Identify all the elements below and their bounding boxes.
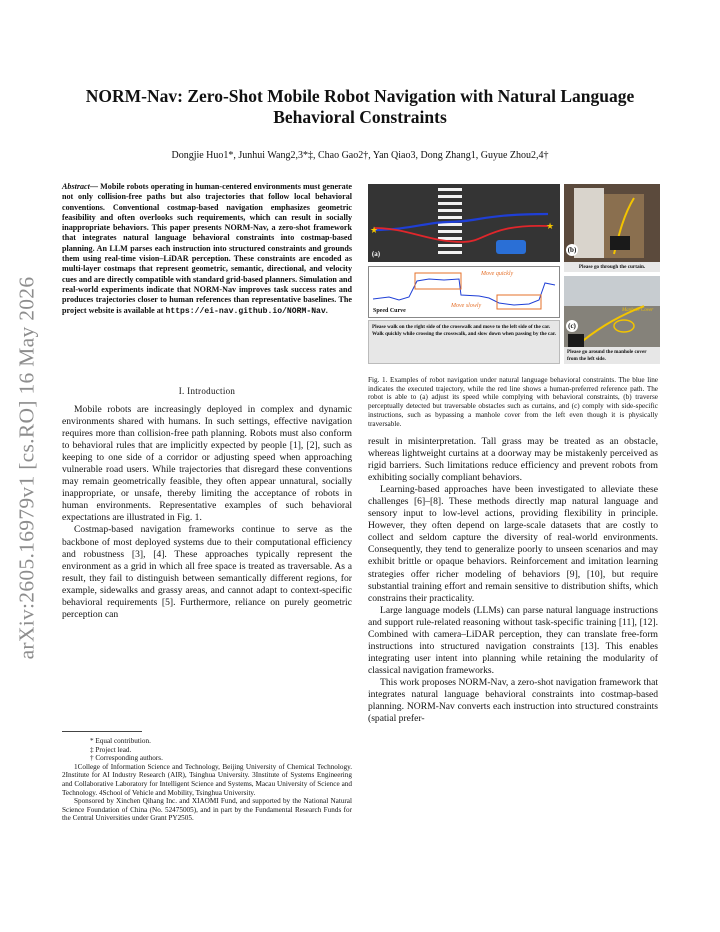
intro-paragraph-1: Mobile robots are increasingly deployed in complex and dynamic environments shared with humans. In such settings, effective navigation requires more than collision-free path planning. Robots must also conform to behavioral rules that are implicitly expected by people [1], [2], such as keeping to one side of a corridor or adjusting speed when approaching vulnerable road users. While trajectories that disregard these conventions may remain geometrically feasible, they often appear unnatural, socially inappropriate, or unsafe, thereby limiting the acceptance of robots in human environments. Representative examples of such behavioral expectations are illustrated in Fig. 1. [62,404,352,524]
footnote-corresponding: † Corresponding authors. [90,754,163,763]
abstract-label: Abstract [62,182,90,191]
figure-panel-c [564,276,660,364]
right-paragraph-1: result in misinterpretation. Tall grass may be treated as an obstacle, whereas lightweight curtains at a doorway may be mistakenly perceived as rigid barriers. Such limitations reduce efficiency and prevent robots from exhibiting socially compliant behaviors. [368,436,658,484]
section-heading-introduction: I. Introduction [178,386,236,396]
panel-a-caption [368,320,560,364]
figure-1 [368,184,660,364]
abstract-end: . [325,305,328,315]
footnote-equal: * Equal contribution. [90,737,151,745]
speed-curve-panel [368,266,560,318]
panel-b-instruction: Please go through the curtain. [564,262,660,272]
move-quickly-label: Move quickly [481,271,514,277]
arxiv-id-text: arXiv:2605.16979v1 [cs.RO] 16 May 2026 [14,276,39,660]
panel-c-instruction: Please go around the manhole cover from the left side. [564,347,660,364]
figure-caption: Fig. 1. Examples of robot navigation under natural language behavioral constraints. The blue line indicates the executed trajectory, while the red line shows a human-preferred reference path. The robot is able to (a) adjust its speed while complying with behavioral constraints, (b) traverse perceptually detected but traversable obstacles such as curtains, and (c) comply with side-specific instructions, such as bypassing a manhole cover from the left even though it is physically traversable. [368,376,658,428]
crosswalk-scene [368,184,560,262]
arxiv-identifier [6,258,48,678]
move-slowly-label: Move slowly [451,303,482,309]
figure-panel-b [564,184,660,272]
footnote-funding: Sponsored by Xinchen Qihang Inc. and XIAOMI Fund, and supported by the National Natural Science Foundation of China (No. 52475005), and in part by the Fundamental Research Funds for the Central Universities under Grant PY2505. [62,797,352,823]
svg-text:★: ★ [370,225,379,235]
abstract [62,182,352,317]
panel-a-tag: (a) [371,250,381,258]
panel-c-tag: (c) [566,320,578,332]
footnote-affiliations: 1College of Information Science and Technology, Beijing University of Chemical Technology. 2Institute for AI Industry Research (AIR), Tsinghua University. 3Institute of Systems Engineering and Collaborative Laboratory for Intelligent Science and Systems, Macau University of Science and Technology. 4School of Vehicle and Mobility, Tsinghua University. [62,762,352,797]
project-url[interactable]: https://ei-nav.github.io/NORM-Nav [165,306,326,316]
intro-paragraph-2: Costmap-based navigation frameworks continue to serve as the backbone of most deployed systems due to their computational efficiency and robustness [3], [4]. These approaches typically represent the environment as a grid in which all free space is treated as traversable. As a result, they fail to distinguish between semantically different regions, for example, sidewalks and grassy areas, and cannot adapt to context-specific behavioral requirements [5]. Furthermore, reliance on purely geometric perception can [62,524,352,620]
abstract-text: — Mobile robots operating in human-centered environments must generate not only collision-free paths but also trajectories that follow local behavioral conventions. Conventional costmap-based navigation emphasizes geometric feasibility and often overlooks such requirements, which can result in socially inappropriate behaviors. This paper presents NORM-Nav, a zero-shot framework that integrates natural language behavioral constraints into costmap-based planning. An LLM parses each instruction into structured constraints and grounds them using real-time vision–LiDAR perception. These constraints are encoded as multi-layer costmaps that represent geometric, semantic, directional, and velocity cues and are directly compatible with standard grid-based planners. Simulation and real-world experiments indicate that NORM-Nav improves task success rates and produces trajectories closer to human references than representative baselines. The project website is available at [62,182,352,315]
manhole-label: Manhole Cover [622,308,654,313]
svg-text:★: ★ [546,221,555,231]
introduction-text [62,404,352,621]
panel-b-tag: (b) [567,246,577,254]
footnotes [62,737,352,823]
panel-a-instruction: Please walk on the right side of the crosswalk and move to the left side of the car. Walk quickly while crossing the crosswalk, and slow down when passing by the car. [372,324,556,337]
right-column-text [368,436,658,725]
paper-title: NORM-Nav: Zero-Shot Mobile Robot Navigation with Natural Language Behavioral Constraints [85,86,635,127]
right-paragraph-3: Large language models (LLMs) can parse natural language instructions and support rule-related reasoning without task-specific training [11], [12]. Combined with camera–LiDAR perception, they can translate free-form instructions into structured navigation constraints [13]. This enables integrating user intent into planning while retaining the modularity of classical navigation frameworks. [368,604,658,676]
right-paragraph-2: Learning-based approaches have been investigated to alleviate these challenges [6]–[8]. These methods directly map natural language and sensory input to low-level actions, providing flexibility in principle. However, they often depend on large-scale datasets that are costly to collect and seldom capture the diversity of real-world environments. Consequently, they tend to generalize poorly to unseen scenarios and may exhibit brittle or opaque behaviors. Reinforcement and imitation learning strategies offer richer modeling of behaviors [9], [10], but require substantial training effort and remain sensitive to distribution shifts, which constrains their practicality. [368,484,658,604]
footnote-rule [62,731,142,732]
right-paragraph-4: This work proposes NORM-Nav, a zero-shot navigation framework that integrates natural language behavioral constraints into costmap-based planning. NORM-Nav converts each instruction into structured constraints (spatial prefer- [368,676,658,725]
footnote-lead: ‡ Project lead. [90,745,132,754]
author-list: Dongjie Huo1*, Junhui Wang2,3*‡, Chao Gao2†, Yan Qiao3, Dong Zhang1, Guyue Zhou2,4† [171,150,549,161]
speed-curve-label: Speed Curve [373,308,406,314]
curtain-scene [564,184,660,272]
figure-panel-a [368,184,560,262]
